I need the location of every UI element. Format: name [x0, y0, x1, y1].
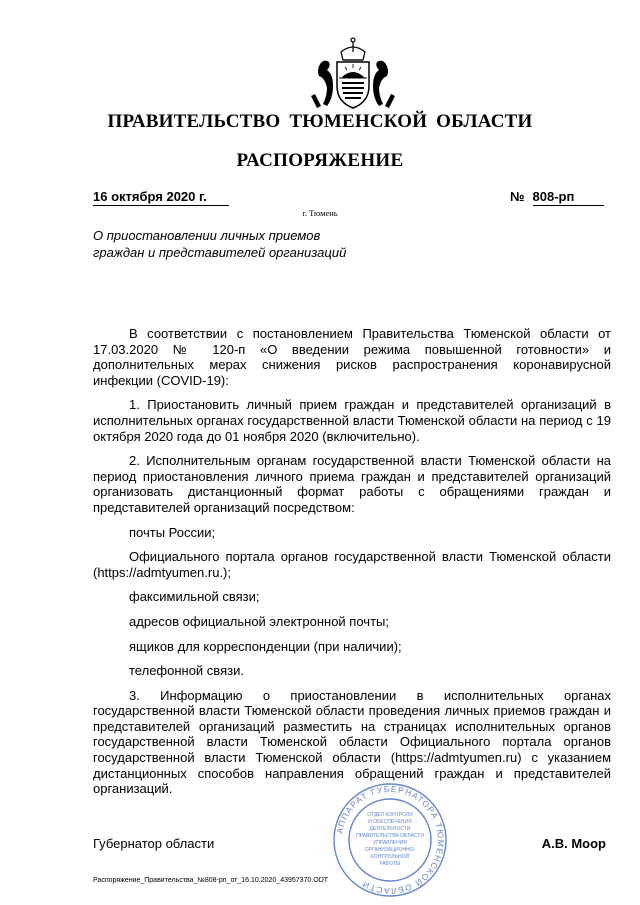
channel-item: почты России; [129, 524, 216, 540]
channel-item: ящиков для корреспонденции (при наличии); [129, 638, 402, 654]
channel-item: адресов официальной электронной почты; [129, 613, 389, 629]
svg-text:ОРГАНИЗАЦИОННО-: ОРГАНИЗАЦИОННО- [364, 847, 416, 853]
channel-item: телефонной связи. [129, 663, 244, 679]
svg-text:ДЕЯТЕЛЬНОСТИ: ДЕЯТЕЛЬНОСТИ [369, 826, 411, 832]
document-type-heading: РАСПОРЯЖЕНИЕ [236, 150, 404, 171]
item-2-paragraph: 2. Исполнительным органам государственной власти Тюменской области на период приостановления личного приема граждан и представителей организаций организовать дистанционный формат работы с обращениями граждан и представителей организаций посредством: [93, 453, 611, 515]
signatory-name: А.В. Моор [541, 836, 606, 851]
document-date: 16 октября 2020 г. [93, 188, 229, 206]
svg-text:РАБОТЫ: РАБОТЫ [379, 861, 401, 867]
svg-text:КОНТРОЛЬНОЙ: КОНТРОЛЬНОЙ [370, 854, 410, 860]
document-number-row [510, 188, 604, 206]
preamble-paragraph: В соответствии с постановлением Правительства Тюменской области от 17.03.2020 № 120-п «О введении режима повышенной готовности» и дополнительных мерах снижения рисков распространения коронавирусной инфекции (COVID-19): [93, 326, 611, 388]
city-label: г. Тюмень [302, 208, 338, 218]
document-subject: О приостановлении личных приемов граждан и представителей организаций [93, 228, 347, 260]
number-sign: № [510, 189, 525, 204]
document-number: 808-рп [533, 188, 605, 206]
svg-text:АППАРАТ ГУБЕРНАТОРА ТЮМЕНСКОЙ: АППАРАТ ГУБЕРНАТОРА ТЮМЕНСКОЙ ОБЛАСТИ [334, 783, 447, 897]
svg-text:УПРАВЛЕНИЯ: УПРАВЛЕНИЯ [373, 840, 407, 846]
signatory-position: Губернатор области [93, 836, 215, 851]
svg-text:ПРАВИТЕЛЬСТВА ОБЛАСТИ: ПРАВИТЕЛЬСТВА ОБЛАСТИ [356, 833, 424, 839]
item-3-paragraph: 3. Информацию о приостановлении в исполнительных органах государственной власти Тюменской области проведения личных приемов граждан и представителей организаций разместить на страницах исполнительных органов государственной власти Тюменской области Официального портала органов государственной власти Тюменской области (https://admtyumen.ru) с указанием дистанционных способов направления обращений граждан и представителей организаций. [93, 687, 611, 797]
svg-text:ОТДЕЛ КОНТРОЛЯ: ОТДЕЛ КОНТРОЛЯ [367, 812, 413, 818]
file-name-footer: Распоряжение_Правительства_№808-рп_от_16.10.2020_43957370.ODT [93, 877, 329, 884]
official-stamp [332, 782, 448, 898]
item-1-paragraph: 1. Приостановить личный прием граждан и представителей организаций в исполнительных органах государственной власти Тюменской области на период с 19 октября 2020 года до 01 ноября 2020 (включительно). [93, 397, 611, 444]
coat-of-arms-emblem [297, 36, 409, 118]
svg-text:И ОБЕСПЕЧЕНИЯ: И ОБЕСПЕЧЕНИЯ [368, 819, 412, 825]
channel-item: факсимильной связи; [129, 589, 260, 605]
document-body [93, 326, 611, 797]
government-title: ПРАВИТЕЛЬСТВО ТЮМЕНСКОЙ ОБЛАСТИ [107, 111, 533, 132]
channel-item: Официального портала органов государственной власти Тюменской области (https://admtyumen.ru.); [93, 549, 611, 580]
